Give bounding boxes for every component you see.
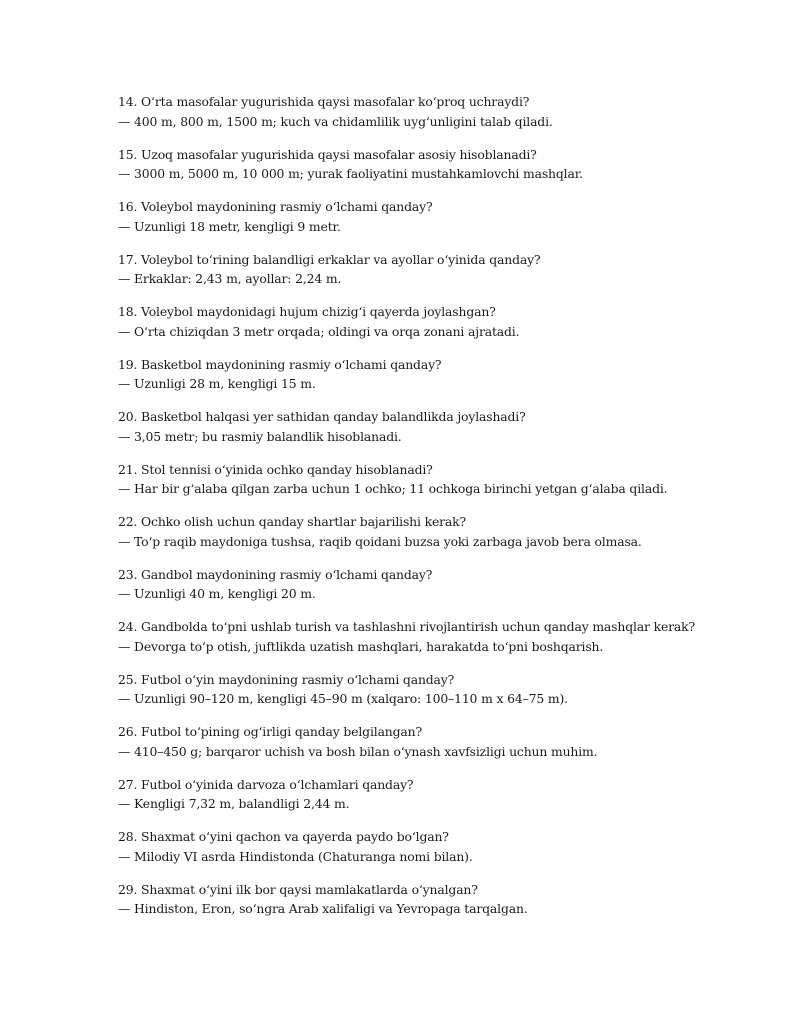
qa-item-20 xyxy=(118,407,758,446)
question-text: 24. Gandbolda to‘pni ushlab turish va tashlashni rivojlantirish uchun qanday mashqlar kerak? xyxy=(118,619,696,634)
answer-text: — 410–450 g; barqaror uchish va bosh bilan o‘ynash xavfsizligi uchun muhim. xyxy=(118,743,598,759)
answer-text: — Hindiston, Eron, so‘ngra Arab xalifaligi va Yevropaga tarqalgan. xyxy=(118,901,528,916)
qa-item-21 xyxy=(118,460,758,499)
answer-text: — Milodiy VI asrda Hindistonda (Chaturanga nomi bilan). xyxy=(118,848,473,864)
answer-text: — Har bir g‘alaba qilgan zarba uchun 1 ochko; 11 ochkoga birinchi yetgan g‘alaba qiladi. xyxy=(118,481,668,496)
answer-text: — Devorga to‘p otish, juftlikda uzatish mashqlari, harakatda to‘pni boshqarish. xyxy=(118,638,604,654)
question-text: 28. Shaxmat o‘yini qachon va qayerda paydo bo‘lgan? xyxy=(118,829,449,844)
answer-text: — Kengligi 7,32 m, balandligi 2,44 m. xyxy=(118,796,350,811)
question-text: 14. O‘rta masofalar yugurishida qaysi masofalar ko‘proq uchraydi? xyxy=(118,94,530,109)
question-text: 23. Gandbol maydonining rasmiy o‘lchami qanday? xyxy=(118,566,433,582)
question-text: 26. Futbol to‘pining og‘irligi qanday belgilangan? xyxy=(118,724,422,739)
qa-item-14 xyxy=(118,92,758,131)
question-text: 15. Uzoq masofalar yugurishida qaysi masofalar asosiy hisoblanadi? xyxy=(118,146,537,162)
answer-text: — To‘p raqib maydoniga tushsa, raqib qoidani buzsa yoki zarbaga javob bera olmasa. xyxy=(118,533,642,549)
question-text: 18. Voleybol maydonidagi hujum chizig‘i qayerda joylashgan? xyxy=(118,304,496,319)
qa-item-22 xyxy=(118,512,758,551)
question-text: 17. Voleybol to‘rining balandligi erkaklar va ayollar o‘yinida qanday? xyxy=(118,251,541,267)
question-text: 29. Shaxmat o‘yini ilk bor qaysi mamlakatlarda o‘ynalgan? xyxy=(118,881,478,897)
answer-text: — 400 m, 800 m, 1500 m; kuch va chidamlilik uyg‘unligini talab qiladi. xyxy=(118,113,553,129)
question-text: 16. Voleybol maydonining rasmiy o‘lchami qanday? xyxy=(118,199,433,214)
question-text: 25. Futbol o‘yin maydonining rasmiy o‘lchami qanday? xyxy=(118,671,455,687)
qa-item-17 xyxy=(118,250,758,289)
qa-item-24 xyxy=(118,617,758,656)
qa-item-25 xyxy=(118,670,758,709)
question-text: 27. Futbol o‘yinida darvoza o‘lchamlari qanday? xyxy=(118,776,414,792)
qa-item-23 xyxy=(118,565,758,604)
answer-text: — O‘rta chiziqdan 3 metr orqada; oldingi va orqa zonani ajratadi. xyxy=(118,323,520,339)
answer-text: — Uzunligi 28 m, kengligi 15 m. xyxy=(118,376,316,391)
qa-item-27 xyxy=(118,775,758,814)
question-text: 20. Basketbol halqasi yer sathidan qanday balandlikda joylashadi? xyxy=(118,409,526,424)
answer-text: — Uzunligi 90–120 m, kengligi 45–90 m (xalqaro: 100–110 m x 64–75 m). xyxy=(118,691,568,706)
qa-item-28 xyxy=(118,827,758,866)
qa-item-16 xyxy=(118,197,758,236)
answer-text: — Erkaklar: 2,43 m, ayollar: 2,24 m. xyxy=(118,271,342,286)
question-text: 22. Ochko olish uchun qanday shartlar bajarilishi kerak? xyxy=(118,514,466,529)
qa-item-18 xyxy=(118,302,758,341)
answer-text: — Uzunligi 18 metr, kengligi 9 metr. xyxy=(118,218,341,234)
qa-item-15 xyxy=(118,145,758,184)
answer-text: — 3,05 metr; bu rasmiy balandlik hisoblanadi. xyxy=(118,428,402,444)
answer-text: — Uzunligi 40 m, kengligi 20 m. xyxy=(118,586,316,601)
qa-item-26 xyxy=(118,722,758,761)
question-text: 21. Stol tennisi o‘yinida ochko qanday hisoblanadi? xyxy=(118,461,433,477)
answer-text: — 3000 m, 5000 m, 10 000 m; yurak faoliyatini mustahkamlovchi mashqlar. xyxy=(118,166,583,181)
question-text: 19. Basketbol maydonining rasmiy o‘lchami qanday? xyxy=(118,356,442,372)
qa-item-19 xyxy=(118,355,758,394)
qa-item-29 xyxy=(118,880,758,919)
document-page xyxy=(118,92,758,932)
